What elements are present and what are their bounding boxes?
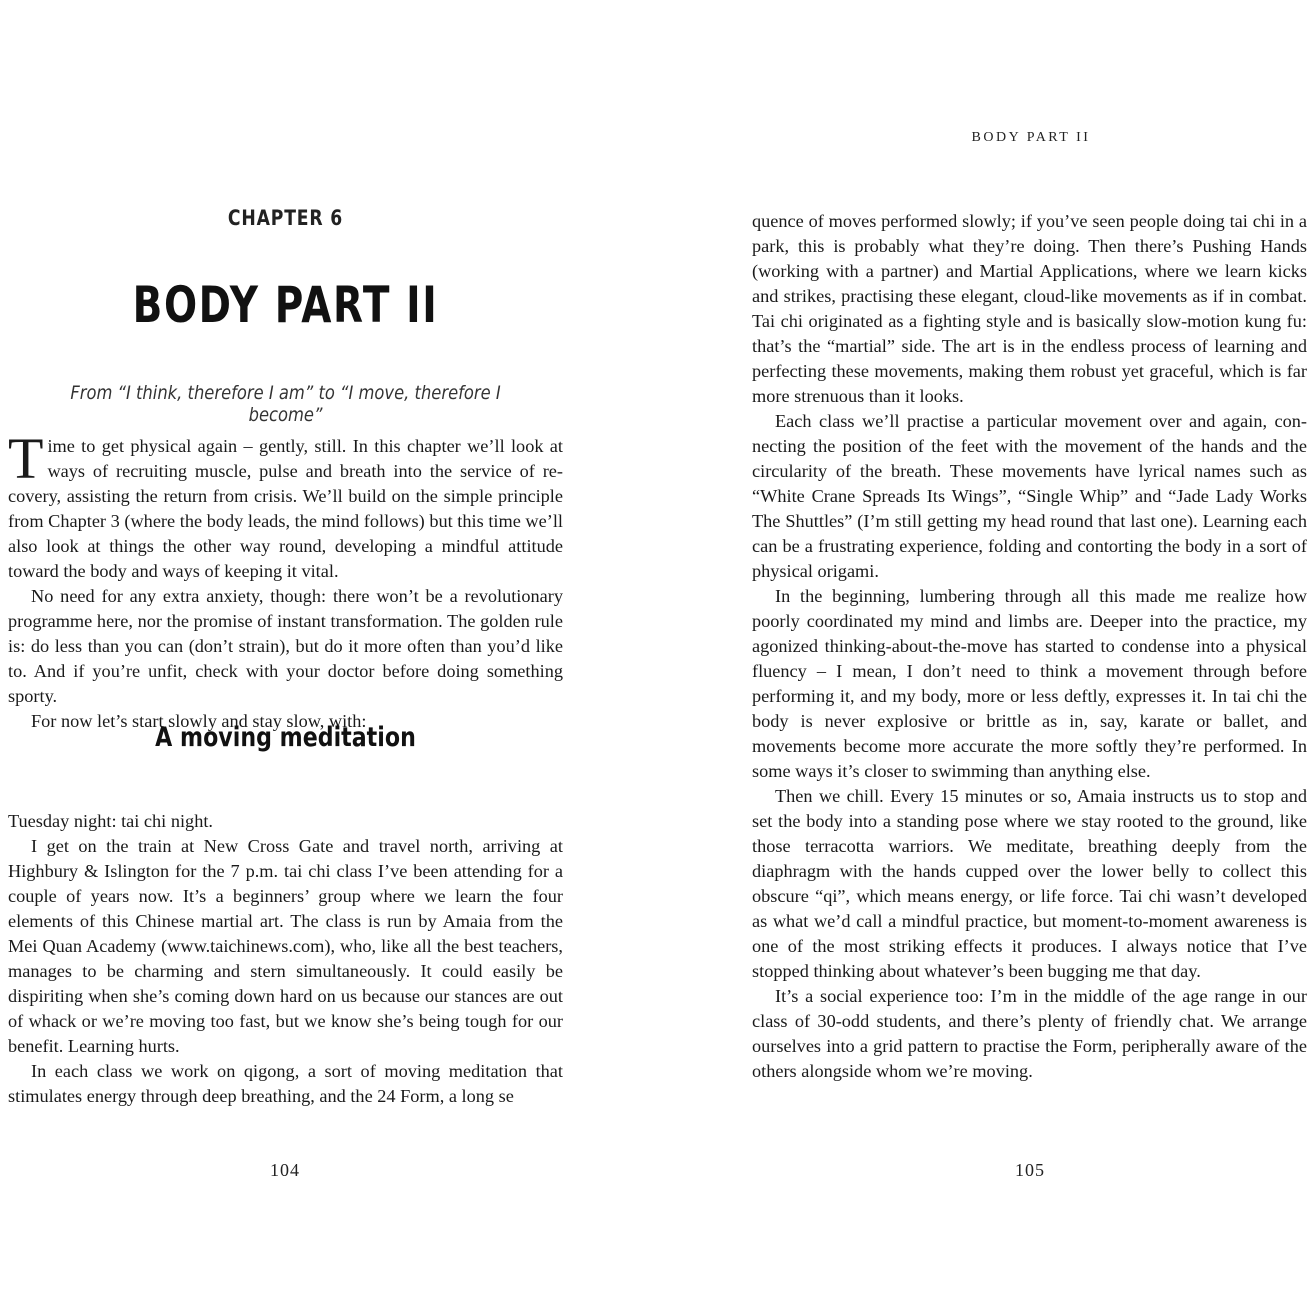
page-number: 104 — [270, 1160, 300, 1180]
running-head: BODY PART II — [971, 130, 1091, 145]
chapter-label: CHAPTER 6 — [227, 206, 344, 230]
paragraph: No need for any extra anxiety, though: there won’t be a revolutionary programme here, nor the promise of instant transformation. The golden rule is: do less than you can (don’t strain), but do it more often than you’d like to. And if you’re unfit, check with your doctor before doing something sporty. — [8, 586, 563, 706]
right-body — [752, 209, 1307, 1084]
paragraph: For now let’s start slowly and stay slow, with: — [31, 711, 367, 731]
chapter-epigraph: From “I think, therefore I am” to “I move, therefore I become” — [70, 382, 501, 426]
left-page — [0, 0, 656, 1313]
paragraph: Then we chill. Every 15 minutes or so, Amaia instructs us to stop and set the body into a standing pose where we stay rooted to the ground, like those terracotta warriors. We meditate, breathing deeply from the diaphragm with the hands cupped over the lower belly to collect this obscure “qi”, which means energy, or life force. Tai chi wasn’t developed as what we’d call a mindful practice, but moment-to-moment awareness is one of the most striking effects it produces. I always notice that I’ve stopped thinking about whatever’s been bugging me that day. — [752, 786, 1307, 981]
chapter-title: BODY PART II — [132, 276, 439, 334]
paragraph: It’s a social experience too: I’m in the middle of the age range in our class of 30-odd students, and there’s plenty of friendly chat. We arrange ourselves into a grid pattern to practise the Form, peripherally aware of the others alongside whom we’re moving. — [752, 986, 1307, 1081]
page-number: 105 — [1015, 1160, 1045, 1180]
section-heading: A moving meditation — [155, 722, 416, 753]
paragraph-text: ime to get physical again – gently, still. In this chapter we’ll look at ways of recruiting muscle, pulse and breath into the service of recovery, assisting the return from crisis. We’ll build on the simple principle from Chapter 3 (where the body leads, the mind follows) but this time we’ll also look at things the other way round, developing a mindful attitude toward the body and ways of keeping it vital. — [8, 436, 563, 581]
paragraph — [8, 426, 563, 584]
paragraph: In the beginning, lumbering through all this made me realize how poorly coordinated my mind and limbs are. Deeper into the practice, my agonized thinking-about-the-move has started to condense into a physical fluency – I mean, I don’t need to think a movement through before performing it, and my body, more or less deftly, expresses it. In tai chi the body is never explosive or brittle as in, say, karate or ballet, and movements become more accurate the more softly they’re performed. In some ways it’s closer to swimming than anything else. — [752, 586, 1307, 781]
left-body-intro — [8, 426, 563, 734]
paragraph: Each class we’ll practise a particular movement over and again, connecting the position of the feet with the movement of the hands and the circularity of the breath. These movements have lyrical names such as “White Crane Spreads Its Wings”, “Single Whip” and “Jade Lady Works The Shuttles” (I’m still getting my head round that last one). Learning each can be a frustrating experience, folding and contorting the body in a sort of physical origami. — [752, 411, 1307, 581]
paragraph: quence of moves performed slowly; if you’ve seen people doing tai chi in a park, this is probably what they’re doing. Then there’s Pushing Hands (working with a partner) and Martial Applications, where we learn kicks and strikes, practising these elegant, cloud-like movements as if in combat. Tai chi originated as a fighting style and is basically slow-motion kung fu: that’s the “martial” side. The art is in the endless process of learning and perfecting these movements, making them robust yet graceful, which is far more strenuous than it looks. — [752, 211, 1307, 406]
right-page — [656, 0, 1313, 1313]
drop-cap: T — [8, 426, 44, 491]
paragraph: Tuesday night: tai chi night. — [8, 811, 213, 831]
paragraph: I get on the train at New Cross Gate and travel north, arriving at Highbury & Islington for the 7 p.m. tai chi class I’ve been attending for a couple of years now. It’s a beginners’ group where we learn the four elements of this Chinese martial art. The class is run by Amaia from the Mei Quan Academy (www.taichinews.com), who, like all the best teachers, manages to be charming and stern simultaneously. It could easily be dispiriting when she’s coming down hard on us because our stances are out of whack or we’re moving too fast, but we know she’s being tough for our benefit. Learning hurts. — [8, 836, 563, 1056]
left-body-section — [8, 809, 563, 1109]
paragraph: In each class we work on qigong, a sort of moving meditation that stimulates energy through deep breathing, and the 24 Form, a long se — [8, 1061, 563, 1106]
